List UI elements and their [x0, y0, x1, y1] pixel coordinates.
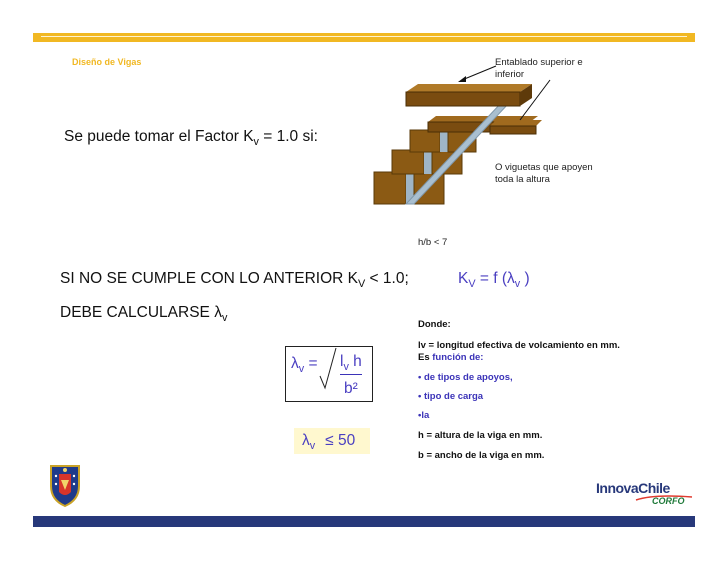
factor-tail: = 1.0 si:: [258, 128, 318, 145]
equals-sign: =: [304, 355, 318, 372]
ratio-condition: h/b < 7: [418, 237, 448, 248]
numerator-h: h: [348, 353, 362, 370]
calc-sub: v: [221, 312, 228, 325]
upper-plank: [406, 92, 520, 106]
note-upper-planking: [495, 57, 583, 81]
kv-end: ): [520, 270, 530, 287]
limit-lambda: λ: [302, 432, 310, 449]
formula-numerator: [340, 353, 362, 375]
cond-text: SI NO SE CUMPLE CON LO ANTERIOR K: [60, 270, 359, 287]
note-line: O viguetas que apoyen: [495, 162, 593, 173]
block: [374, 172, 406, 204]
es-text: Es: [418, 352, 433, 363]
lv-definition: lv = longitud efectiva de volcamiento en mm.: [418, 340, 620, 351]
calc-text: DEBE CALCULARSE λ: [60, 304, 222, 321]
kv-sub: V: [468, 278, 476, 291]
slide-subtitle: Diseño de Vigas: [72, 57, 142, 67]
innovachile-logo: InnovaChile: [596, 480, 670, 496]
cond-sub: V: [358, 278, 366, 291]
kv-main: K: [458, 270, 469, 287]
list-item: • tipo de carga: [418, 391, 484, 402]
funcion-text: función de:: [432, 352, 484, 363]
limit-value: ≤ 50: [325, 432, 356, 449]
funcion-line: [418, 352, 483, 363]
block: [410, 130, 440, 152]
calc-statement: [60, 304, 227, 324]
lambda-symbol: λ: [291, 355, 299, 372]
donde-title: Donde:: [418, 319, 451, 330]
limit-sub: v: [309, 440, 316, 453]
factor-text: Se puede tomar el Factor K: [64, 128, 254, 145]
list-item: •la: [418, 410, 430, 421]
numerator-sub: v: [343, 361, 349, 374]
web-strip: [424, 150, 432, 174]
note-line: toda la altura: [495, 174, 550, 185]
kv-function: [458, 270, 530, 290]
top-accent-bar: [33, 33, 695, 42]
factor-sub: v: [253, 136, 259, 149]
cond-tail: < 1.0;: [365, 270, 409, 287]
kv-sub2: v: [514, 278, 521, 291]
formula-lhs: [291, 355, 318, 375]
university-crest-icon: [48, 462, 82, 508]
numerator-l: l: [340, 353, 344, 370]
upper-plank-top: [406, 84, 532, 92]
kv-mid: = f (λ: [475, 270, 515, 287]
lambda-limit: [302, 432, 355, 452]
formula-denominator: b²: [344, 380, 358, 397]
note-line: inferior: [495, 69, 525, 80]
sqrt-icon: [318, 346, 338, 390]
lambda-sub: v: [298, 363, 305, 376]
bottom-accent-bar: [33, 516, 695, 527]
note-joists: [495, 162, 593, 186]
note-line: Entablado superior e: [495, 57, 583, 68]
web-strip: [440, 130, 448, 152]
block: [392, 150, 424, 174]
b-definition: b = ancho de la viga en mm.: [418, 450, 545, 461]
condition-statement: [60, 270, 409, 290]
h-definition: h = altura de la viga en mm.: [418, 430, 543, 441]
logo-swoosh-icon: [634, 494, 694, 502]
list-item: • de tipos de apoyos,: [418, 372, 513, 383]
corfo-logo: CORFO: [652, 496, 685, 506]
factor-statement: [64, 128, 318, 148]
